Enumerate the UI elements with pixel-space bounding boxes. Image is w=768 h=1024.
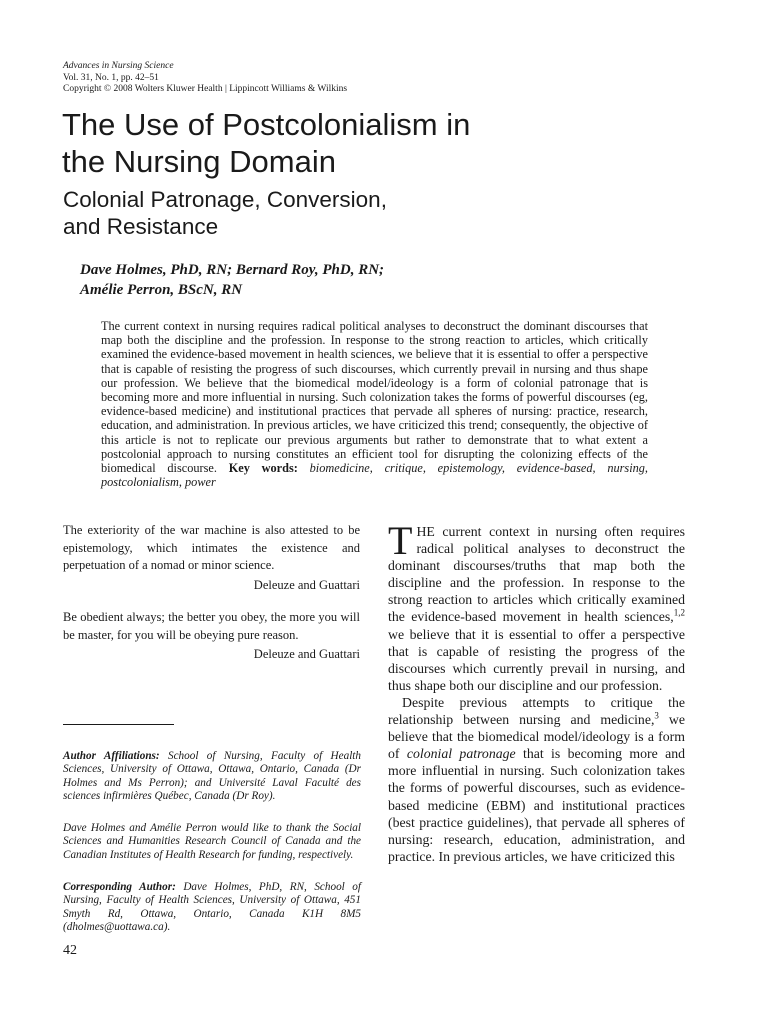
emphasis-term: colonial patronage [406, 746, 516, 762]
body-paragraph-2 [388, 694, 685, 865]
epigraph-quote: Be obedient always; the better you obey, the more you will be master, for you will be obeying pure reason. [63, 610, 360, 642]
epigraph-2 [63, 609, 360, 664]
affiliations-text: School of Nursing, Faculty of Health Sciences, University of Ottawa, Ottawa, Ontario, Canada (Dr Holmes and Ms Perron); and Université Laval Faculté des sciences infirmières Québec, Canada (Dr Roy). [63, 750, 362, 802]
epigraph-attribution: Deleuze and Guattari [253, 647, 360, 661]
page-number: 42 [63, 943, 77, 958]
epigraph-1 [63, 522, 360, 594]
journal-header [63, 61, 347, 96]
citation-ref: 1,2 [673, 607, 685, 618]
body-p2-text-cont: we believe that the biomedical model/ideology is a form of [388, 712, 685, 762]
corresponding-author [63, 881, 361, 934]
acknowledgment [63, 822, 361, 862]
article-title [62, 106, 582, 180]
author-list [80, 260, 640, 300]
authors-line-2: Amélie Perron, BScN, RN [80, 282, 243, 298]
subtitle-line-2: and Resistance [63, 214, 219, 239]
article-subtitle [63, 186, 583, 240]
corresponding-label: Corresponding Author: [63, 881, 176, 893]
epigraph-quote: The exteriority of the war machine is also attested to be epistemology, which intimates the existence and perpetuation of a nomad or minor science. [63, 523, 360, 572]
footnote-divider [63, 724, 174, 725]
author-affiliations [63, 750, 361, 803]
keywords-label: Key words: [228, 461, 298, 476]
body-text-column [388, 518, 685, 865]
affiliations-label: Author Affiliations: [63, 750, 160, 762]
authors-line-1: Dave Holmes, PhD, RN; Bernard Roy, PhD, RN; [80, 262, 385, 278]
acknowledgment-text: Dave Holmes and Amélie Perron would like to thank the Social Sciences and Humanities Research Council of Canada and the Canadian Institutes of Health Research for funding, respectively. [63, 822, 361, 861]
abstract [101, 319, 648, 489]
copyright-line: Copyright © 2008 Wolters Kluwer Health | Lippincott Williams & Wilkins [63, 84, 348, 94]
journal-name: Advances in Nursing Science [63, 61, 174, 71]
body-p1-text: HE current context in nursing often requires radical political analyses to deconstruct the dominant discourses/truths that map both the discipline and the profession. In response to the strong reaction to articles which critically examined the evidence-based movement in health sciences, [388, 524, 685, 625]
epigraph-attribution: Deleuze and Guattari [253, 577, 360, 592]
drop-cap: T [388, 518, 413, 563]
body-p1-text-cont: we believe that it is essential to offer a perspective that is capable of resisting the progress of the discourses which currently prevail in nursing, and thus shape both our discipline and our profession. [388, 626, 685, 693]
body-p2-text-end: that is becoming more and more influential in nursing. Such colonization takes the forms of powerful discourses, such as evidence-based medicine (EBM) and institutional practices (best practice guidelines), that pervade all spheres of nursing: research, education, administration, and practice. In previous articles, we have criticized this [388, 746, 685, 864]
volume-info: Vol. 31, No. 1, pp. 42–51 [63, 72, 159, 83]
abstract-text: The current context in nursing requires radical political analyses to deconstruct the dominant discourses that map both the discipline and the profession. In response to the strong reaction to articles, which critically examined the evidence-based movement in health sciences, we believe that it is essential to offer a perspective that is capable of resisting the progress of such discourses, which currently prevail in nursing and thus shape our profession. We believe that the biomedical model/ideology is a form of colonial patronage that is becoming more and more influential in nursing. Such colonization takes the forms of powerful discourses (eg, evidence-based medicine) and institutional practices that pervade all spheres of nursing: practice, research, education, and administration. In previous articles, we have criticized this trend; consequently, the objective of this article is not to replicate our previous arguments but rather to demonstrate that to what extent a postcolonial approach to nursing constitutes an efficient tool for disrupting the colonizing effects of the biomedical discourse. [101, 319, 648, 476]
citation-ref: 3 [654, 710, 659, 721]
body-p2-text: Despite previous attempts to critique the relationship between nursing and medicine, [388, 694, 685, 728]
body-paragraph-1 [388, 518, 685, 694]
subtitle-line-1: Colonial Patronage, Conversion, [63, 187, 387, 212]
corresponding-text: Dave Holmes, PhD, RN, School of Nursing, Faculty of Health Sciences, University of Ottawa, 451 Smyth Rd, Ottawa, Ontario, Canada K1H 8M5 (dholmes@uottawa.ca). [63, 881, 361, 933]
title-line-1: The Use of Postcolonialism in [62, 107, 471, 142]
title-line-2: the Nursing Domain [62, 144, 336, 179]
keywords: biomedicine, critique, epistemology, evidence-based, nursing, postcolonialism, power [101, 461, 649, 490]
